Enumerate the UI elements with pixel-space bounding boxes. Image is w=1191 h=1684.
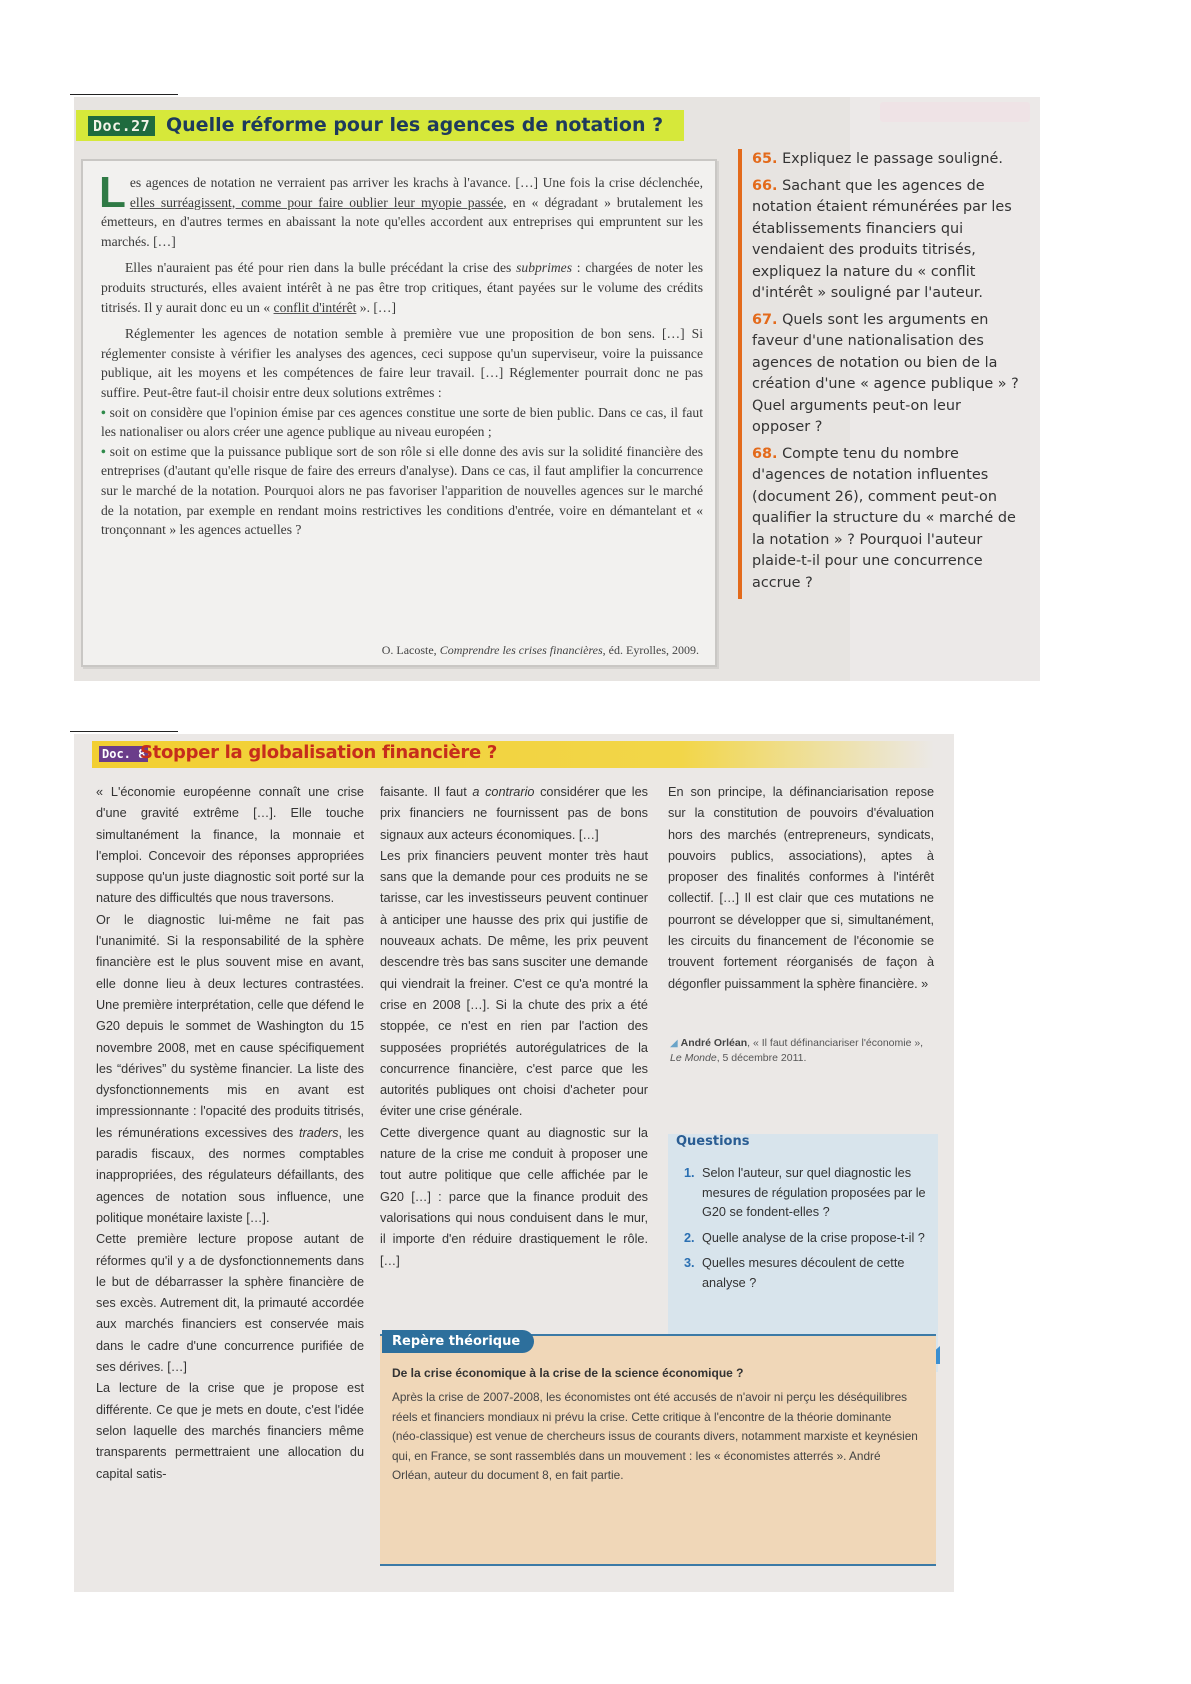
questions-heading: Questions (676, 1134, 750, 1149)
question-65: 65. Expliquez le passage souligné. (752, 151, 1003, 167)
subprimes-italic: subprimes (516, 260, 572, 276)
doc-8-c1-p1: « L'économie européenne connaît une crise d'une gravité extrême […]. Elle touche simultanément la finance, la monnaie et l'emploi. Concevoir des réponses appropriées suppose qu'un juste diagnostic soit porté sur la nature des difficultés que nous traversons. (96, 785, 364, 906)
middle-rule (70, 731, 178, 732)
doc-8-source: ◢ André Orléan, « Il faut définanciariser l'économie », Le Monde, 5 décembre 2011. (670, 1037, 924, 1064)
doc-8-c2-p2: Les prix financiers peuvent monter très haut sans que la demande pour ces produits ne se tarisse, car les investisseurs peuvent continuer à anticiper une hausse des prix qui justifie de nouveaux achats. De même, les prix peuvent descendre très bas sans susciter une demande qui viendrait la freiner. C'est ce qu'a montré la crise en 2008 […]. Si la chute des prix a été stoppée, ce n'est en rien par l'action des supposées propriétés autorégulatrices de la concurrence financière, c'est parce que les autorités publiques ont choisi d'acheter pour éviter une crise générale. (380, 848, 648, 1119)
question-2: 2. Quelle analyse de la crise propose-t-il ? (684, 1230, 925, 1245)
doc-8-column-1 (96, 782, 364, 1485)
source-marker-icon: ◢ (670, 1038, 678, 1049)
doc-8-c1-p3: Cette première lecture propose autant de réformes qu'il y a de dysfonctionnements dans le but de débarrasser la sphère financière de ses excès. Autrement dit, la primauté accordée aux marchés financiers est conservée mais dans le cadre d'une concurrence purifiée de ses dérives. […] (96, 1232, 364, 1375)
doc-27-bullet-2: • soit on estime que la puissance publique sort de son rôle si elle donne des avis sur la solidité financière des entreprises (d'autant qu'elle risque de faire des erreurs d'analyse). Dans ce cas, il faut amplifier la concurrence sur le marché de la notation. Pourquoi alors ne pas favoriser l'apparition de nouvelles agences sur le marché de la notation, par exemple en rendant moins restrictives les conditions d'entrée, voire en démantelant et « tronçonnant » les agences actuelles ? (101, 443, 703, 538)
repere-title: De la crise économique à la crise de la science économique ? (392, 1366, 744, 1380)
doc-8-c1-p2: Or le diagnostic lui-même ne fait pas l'unanimité. Si la responsabilité de la sphère financière est le plus souvent mise en avant, elle donne lieu à deux lectures contrastées. Une première interprétation, celle que défend le G20 depuis le sommet de Washington du 15 novembre 2008, met en cause spécifiquement les “dérives” du système financier. La liste des dysfonctionnements mis en avant est impressionnante : l'opacité des produits titrisés, les rémunérations excessives des traders, les paradis fiscaux, des normes comptables inappropriées, des régulateurs défaillants, des agences de notation sous influence, une politique monétaire laxiste […]. (96, 912, 365, 1225)
doc-8-tag: Doc. 8 (99, 746, 148, 762)
question-67: 67. Quels sont les arguments en faveur d'une nationalisation des agences de notation ou bien de la création d'une « agence publique » ? Quel arguments peut-on leur opposer ? (752, 311, 1019, 435)
doc-27-p1: es agences de notation ne verraient pas arriver les krachs à l'avance. […] Une fois la crise déclenchée, (129, 175, 703, 190)
doc-27-p2: Elles n'auraient pas été pour rien dans la bulle précédant la crise des subprimes : chargées de noter les produits structurés, elles avaient intérêt à ne pas être trop critiques, étant payées sur le volume des crédits titrisés. Il y aurait donc eu un « conflit d'intérêt ». […] (101, 260, 703, 315)
doc-27-tag: Doc.27 (88, 116, 155, 136)
top-rule (70, 94, 178, 95)
bullet-icon: • (101, 443, 106, 459)
doc-8-c2-p1: faisante. Il faut a contrario considérer que les prix financiers ne fournissent pas de bons signaux aux acteurs économiques. […] (380, 785, 648, 842)
doc-8-title: Stopper la globalisation financière ? (140, 742, 498, 763)
drop-cap: L (99, 168, 126, 217)
bullet-icon: • (101, 404, 106, 420)
doc-27-body (99, 168, 704, 540)
repere-text: Après la crise de 2007-2008, les économistes ont été accusés de n'avoir ni perçu les déséquilibres réels et financiers mondiaux ni prévu la crise. Cette critique à l'encontre de la théorie dominante (néo-classique) est venue de chercheurs issus de courants divers, notamment marxiste et keynésien qui, en France, se sont rassemblés dans un mouvement : les « économistes atterrés ». André Orléan, auteur du document 8, en fait partie. (392, 1390, 918, 1482)
conflict-of-interest-underlined: conflit d'intérêt (273, 299, 357, 315)
question-68: 68. Compte tenu du nombre d'agences de notation influentes (document 26), comment peut-on qualifier la structure du « marché de la notation » ? Pourquoi l'auteur plaide-t-il pour une concurrence accrue ? (752, 445, 1016, 591)
underlined-passage: elles surréagissent, comme pour faire oublier leur myopie passée (129, 194, 504, 210)
doc-8-column-3 (668, 782, 934, 995)
doc-8-column-2 (380, 782, 648, 1272)
doc-8-c2-p3: Cette divergence quant au diagnostic sur la nature de la crise me conduit à proposer une tout autre politique que celle affichée par le G20 […] : parce que la finance produit des valorisations qui nous conduisent dans le mur, il importe d'en réduire drastiquement le rôle. […] (380, 1125, 648, 1268)
doc-8-questions (684, 1164, 934, 1299)
doc-27-section (74, 97, 1040, 681)
doc-27-title: Quelle réforme pour les agences de notation ? (166, 114, 664, 136)
question-3: 3. Quelles mesures découlent de cette analyse ? (684, 1256, 905, 1290)
doc-8-c1-p4: La lecture de la crise que je propose est différente. Ce que je mets en doute, c'est l'idée selon laquelle des marchés financiers même transparents permettraient une allocation du capital satis- (96, 1381, 364, 1481)
question-66: 66. Sachant que les agences de notation étaient rémunérées par les établissements financiers qui vendaient des produits titrisés, expliquez la nature du « conflit d'intérêt » souligné par l'auteur. (752, 177, 1012, 301)
doc-27-p1-end: , en « dégradant » brutalement les émetteurs, en d'autres termes en abaissant la note qu'elles accordent aux entreprises qui empruntent sur les marchés. […] (101, 194, 704, 249)
doc-8-c3-p1: En son principe, la définanciarisation repose sur la constitution de pouvoirs d'évaluation hors des marchés (entrepreneurs, syndicats, pouvoirs publics, associations), aptes à proposer des finalités conformes à l'intérêt collectif. […] Il est clair que ces mutations ne pourront se développer que si, simultanément, les circuits du financement de l'économie se trouvent fortement réorganisés de façon à dégonfler puissamment la sphère financière. » (668, 785, 934, 991)
page-edge-tab (880, 102, 1030, 122)
doc-27-source: O. Lacoste, Comprendre les crises financières, éd. Eyrolles, 2009. (381, 643, 699, 657)
doc-27-questions (738, 149, 1020, 599)
doc-27-p3: Réglementer les agences de notation semble à première vue une proposition de bon sens. […] Si réglementer consiste à vérifier les analyses des agences, ceci suppose qu'un superviseur, voire la puissance publique, ait les moyens et les compétences de faire leur travail. […] Réglementer pourrait donc ne pas suffire. Peut-être faut-il choisir entre deux solutions extrêmes : (101, 326, 703, 400)
doc-27-header (76, 110, 684, 141)
question-1: 1. Selon l'auteur, sur quel diagnostic les mesures de régulation proposées par le G20 se fondent-elles ? (684, 1166, 926, 1219)
repere-tag: Repère théorique (382, 1330, 534, 1353)
doc-8-header (92, 741, 934, 768)
repere-theorique-box (380, 1334, 936, 1566)
doc-8-section (74, 734, 954, 1592)
doc-27-text-box (81, 159, 717, 667)
doc-27-bullet-1: • soit on considère que l'opinion émise par ces agences constitue une sorte de bien public. Dans ce cas, il faut les nationaliser ou alors créer une agence publique au niveau européen ; (101, 404, 703, 440)
